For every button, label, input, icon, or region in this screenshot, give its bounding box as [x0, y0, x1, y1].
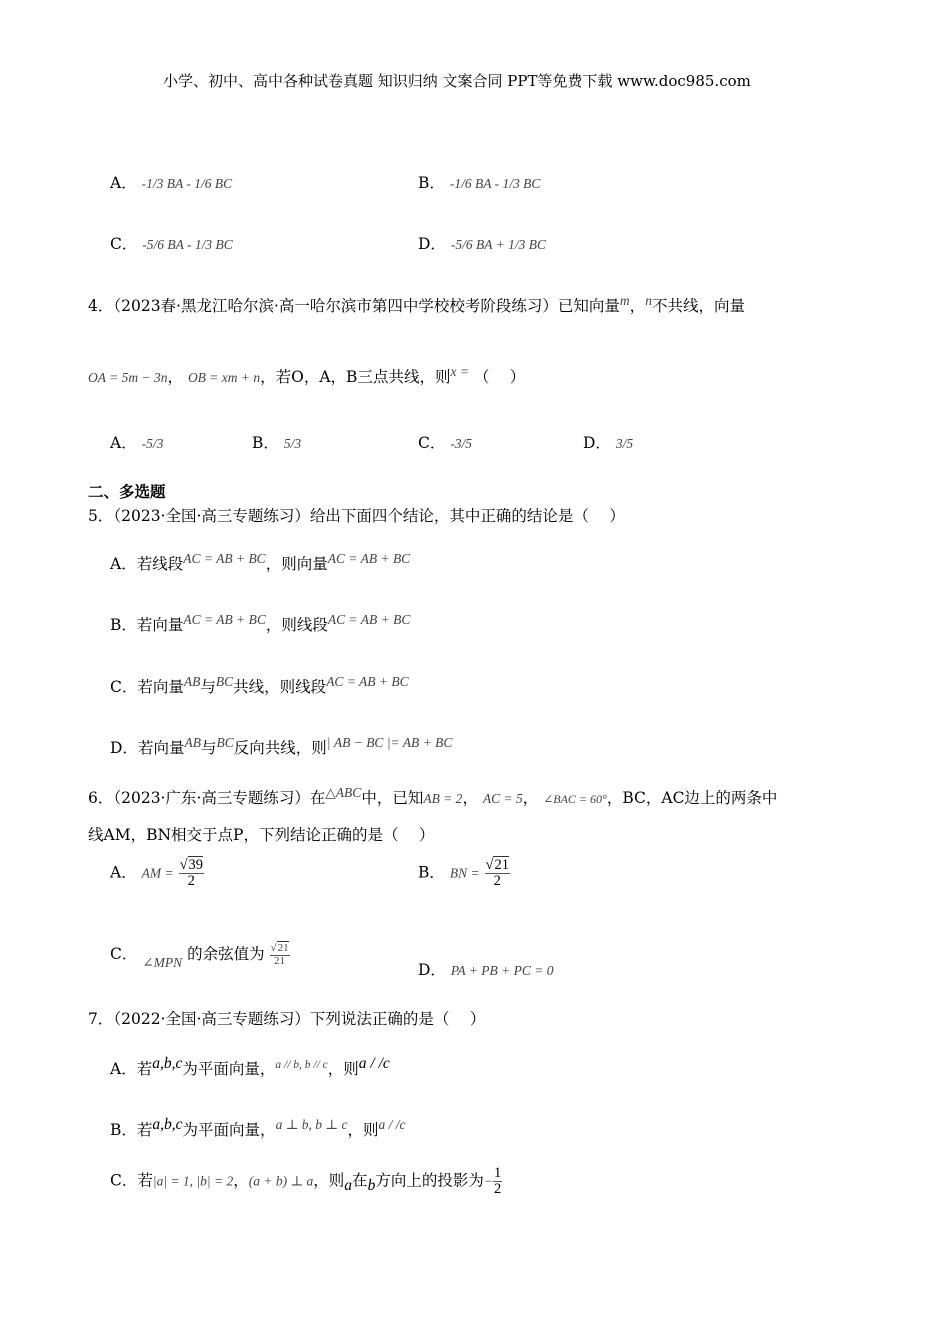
q6-text: ，BC，AC边上的两条中	[606, 789, 778, 808]
option-text: 反向共线，则	[233, 739, 327, 758]
math-expression: | AB − BC |= AB + BC	[326, 735, 453, 750]
option-text: 若向量	[137, 739, 185, 758]
option-text: ，则	[313, 1171, 345, 1190]
option-label: D．	[418, 961, 446, 979]
fraction-denominator: 2	[493, 1181, 502, 1198]
q6-stem-line2: 线AM，BN相交于点P，下列结论正确的是（ ）	[88, 826, 435, 844]
q7-option-b[interactable]	[110, 1116, 405, 1140]
option-label: B．	[252, 434, 279, 452]
q6-stem-line1	[88, 785, 777, 808]
math-expression: ∠MPN	[142, 955, 183, 970]
math-expression: AB = 2	[423, 791, 463, 807]
option-text: 若向量	[137, 678, 184, 697]
q6-text: ，	[522, 789, 539, 808]
option-text: ，则向量	[265, 555, 328, 574]
q5-option-b[interactable]	[110, 612, 410, 635]
fraction-denominator: 21	[274, 954, 286, 967]
math-expression: |a| = 1, |b| = 2	[152, 1173, 234, 1189]
minus-sign: −	[483, 1173, 493, 1189]
q4-option-c[interactable]	[418, 431, 472, 453]
option-label: A．	[110, 1060, 137, 1079]
q6-text: ，	[462, 789, 478, 808]
option-text: 方向上的投影为	[375, 1171, 484, 1190]
fraction-numerator: 1	[493, 1165, 502, 1181]
q3-option-b[interactable]	[418, 171, 540, 193]
q4-option-a[interactable]	[110, 431, 163, 453]
fraction-denominator: 2	[187, 873, 195, 890]
option-text: ，则	[327, 1060, 359, 1079]
math-expression: PA + PB + PC = 0	[450, 963, 554, 978]
option-text: 若线段	[136, 555, 184, 574]
q4-option-d[interactable]	[583, 431, 633, 453]
option-text: 若向量	[136, 616, 184, 635]
math-expression: △ABC	[325, 785, 362, 800]
math-expression: AC = AB + BC	[183, 612, 266, 627]
math-expression: x =	[450, 364, 469, 379]
option-label: D．	[583, 434, 611, 452]
q4-text: 不共线，向量	[651, 297, 745, 316]
q6-text: 中，已知	[361, 789, 424, 808]
math-expression: BC	[215, 674, 234, 689]
q5-option-d[interactable]	[110, 735, 452, 758]
q3-option-c[interactable]	[110, 232, 233, 254]
math-expression: AC = AB + BC	[327, 551, 411, 566]
option-text: 为平面向量，	[182, 1121, 276, 1140]
option-label: D．	[110, 739, 138, 758]
option-label: C．	[418, 434, 446, 452]
option-label: A．	[110, 434, 137, 452]
q5-option-c[interactable]	[110, 674, 409, 697]
q3-option-d[interactable]	[418, 232, 546, 254]
option-label: A．	[110, 863, 137, 882]
q4-text: ，	[167, 368, 183, 387]
option-text: 若	[137, 1171, 153, 1190]
q4-text: ，	[629, 297, 646, 316]
vector-n: n	[645, 293, 652, 308]
math-expression: a / /c	[378, 1117, 406, 1132]
q3-option-a[interactable]	[110, 171, 232, 193]
math-expression: -1/6 BA - 1/3 BC	[449, 176, 541, 191]
math-expression: (a + b) ⊥ a	[248, 1173, 314, 1189]
option-label: B．	[110, 1121, 137, 1140]
math-expression: AB	[184, 735, 201, 750]
q7-option-c[interactable]	[110, 1166, 502, 1197]
math-expression: a ⊥ b, b ⊥ c	[275, 1117, 348, 1132]
option-label: A．	[110, 174, 137, 192]
option-label: C．	[110, 1171, 138, 1190]
option-text: 与	[200, 739, 217, 758]
math-expression: AC = 5	[482, 791, 523, 807]
math-expression: -5/6 BA + 1/3 BC	[450, 237, 546, 252]
fraction-numerator: 21	[277, 941, 289, 954]
q6-option-c[interactable]	[110, 941, 290, 970]
page-header: 小学、初中、高中各种试卷真题 知识归纳 文案合同 PPT等免费下载 www.doc985.com	[163, 72, 751, 90]
math-expression: 5/3	[283, 436, 302, 451]
option-text: ，则	[347, 1121, 379, 1140]
math-expression: AB	[183, 674, 201, 689]
answer-blank: （ ）	[473, 368, 526, 387]
q6-option-b[interactable]	[418, 858, 510, 889]
q4-stem-line1	[88, 293, 745, 316]
fraction	[493, 1166, 502, 1197]
q6-option-d[interactable]	[418, 958, 553, 980]
q5-option-a[interactable]	[110, 551, 410, 574]
option-label: B．	[418, 174, 445, 192]
fraction-denominator: 2	[493, 873, 501, 890]
q4-text: 4．（2023春·黑龙江哈尔滨·高一哈尔滨市第四中学校校考阶段练习）已知向量	[88, 297, 620, 316]
math-expression: ∠BAC = 60°	[543, 792, 607, 807]
option-label: B．	[110, 616, 137, 635]
math-expression: -5/6 BA - 1/3 BC	[142, 237, 233, 252]
option-text: 为平面向量，	[182, 1060, 276, 1079]
q7-option-a[interactable]	[110, 1055, 390, 1079]
option-label: A．	[110, 555, 137, 574]
math-expression: AC = AB + BC	[326, 674, 409, 689]
fraction: $\frac{√21}{21}$	[270, 941, 289, 967]
math-expression: -3/5	[450, 436, 473, 451]
option-text: 与	[200, 678, 216, 697]
math-expression: -1/3 BA - 1/6 BC	[141, 176, 233, 191]
fraction: $\frac{√39}{2}$	[179, 857, 204, 890]
math-expression: OB = xm + n	[187, 370, 261, 386]
fraction-numerator: 21	[494, 857, 509, 873]
option-text: 若	[136, 1121, 153, 1140]
q5-stem: 5．（2023·全国·高三专题练习）给出下面四个结论，其中正确的结论是（ ）	[88, 507, 625, 525]
math-expression: BC	[216, 735, 234, 750]
fraction: $\frac{√21}{2}$	[485, 857, 509, 890]
q4-stem-line2	[88, 364, 525, 387]
math-expression: AC = AB + BC	[183, 551, 266, 566]
q6-text: 6．（2023·广东·高三专题练习）在	[88, 789, 326, 808]
q7-stem: 7．（2022·全国·高三专题练习）下列说法正确的是（ ）	[88, 1010, 486, 1028]
math-expression: -5/3	[141, 436, 164, 451]
option-label: B．	[418, 863, 445, 882]
q4-text: ，若O，A，B三点共线，则	[260, 368, 451, 387]
option-text: 的余弦值为	[187, 945, 265, 963]
fraction-numerator: 39	[188, 857, 204, 873]
vector-m: m	[619, 293, 630, 308]
math-expression: AC = AB + BC	[327, 612, 411, 627]
option-label: C．	[110, 235, 138, 253]
option-text: 在	[352, 1171, 368, 1190]
math-expression: a // b, b // c	[275, 1059, 328, 1071]
section-title: 二、多选题	[88, 482, 166, 501]
math-expression: a,b,c	[152, 1116, 183, 1133]
math-expression: a / /c	[358, 1055, 390, 1072]
math-expression: OA = 5m − 3n	[88, 370, 168, 386]
option-text: 共线，则线段	[233, 678, 327, 697]
q6-option-a[interactable]	[110, 858, 204, 889]
option-text: ，	[233, 1171, 249, 1190]
math-expression: AM =	[141, 865, 174, 881]
option-text: ，则线段	[265, 616, 328, 635]
math-expression: 3/5	[615, 436, 634, 451]
option-text: 若	[136, 1060, 153, 1079]
q4-option-b[interactable]	[252, 431, 301, 453]
math-expression: a,b,c	[152, 1055, 183, 1072]
math-expression: BN =	[449, 865, 480, 881]
math-expression: b	[367, 1176, 376, 1194]
math-expression: a	[344, 1176, 353, 1194]
option-label: C．	[110, 678, 138, 697]
option-label: C．	[110, 945, 138, 963]
option-label: D．	[418, 235, 446, 253]
